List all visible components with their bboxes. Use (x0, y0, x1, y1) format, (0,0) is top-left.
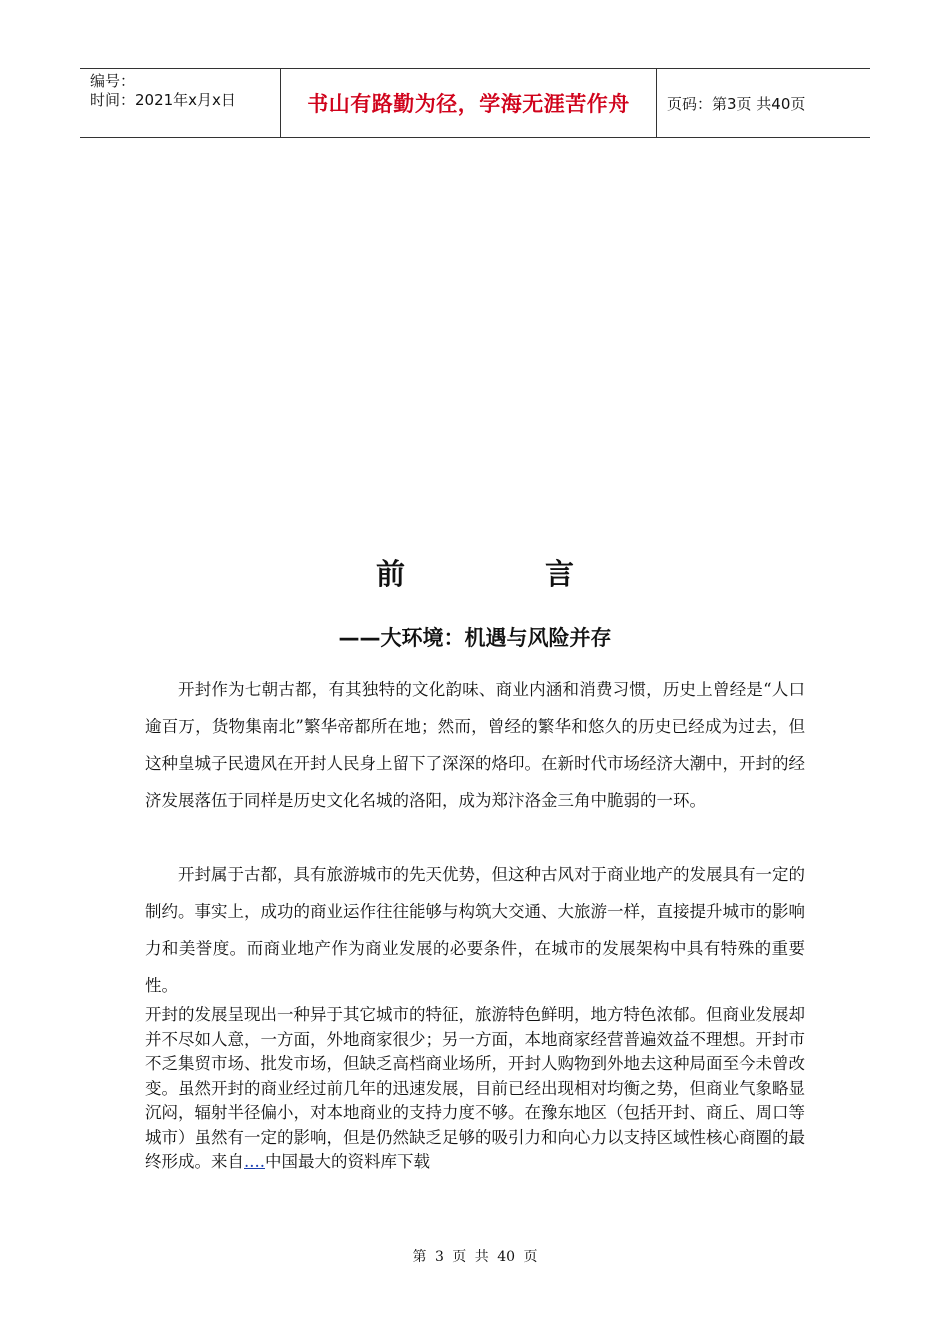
number-label: 编号： (90, 72, 136, 90)
paragraph-3-tail: 中国最大的资料库下载 (264, 1152, 430, 1171)
paragraph-2: 开封属于古都，具有旅游城市的先天优势，但这种古风对于商业地产的发展具有一定的制约。事实上，成功的商业运作往往能够与构筑大交通、大旅游一样，直接提升城市的影响力和美誉度。而商业地产作为商业发展的必要条件，在城市的发展架构中具有特殊的重要性。 (145, 865, 805, 995)
paragraph-1: 开封作为七朝古都，有其独特的文化韵味、商业内涵和消费习惯，历史上曾经是“人口逾百万，货物集南北”繁华帝都所在地；然而，曾经的繁华和悠久的历史已经成为过去，但这种皇城子民遗风在开封人民身上留下了深深的烙印。在新时代市场经济大潮中，开封的经济发展落伍于同样是历史文化名城的洛阳，成为郑汴洛金三角中脆弱的一环。 (145, 680, 805, 810)
source-link[interactable]: .... (244, 1152, 265, 1171)
title-char-1: 前 (375, 557, 405, 591)
page-title (0, 552, 950, 593)
page-label: 页码：第3页 共40页 (667, 94, 806, 113)
title-char-2: 言 (545, 557, 575, 591)
header-motto-cell (281, 69, 657, 137)
header-meta-cell (80, 69, 281, 137)
page-footer: 第 3 页 共 40 页 (412, 1249, 538, 1265)
paragraph-3 (145, 1003, 805, 1175)
motto-text: 书山有路勤为径，学海无涯苦作舟 (307, 92, 630, 116)
header-table (80, 68, 870, 138)
header-page-cell (657, 69, 870, 137)
page-subtitle: ——大环境：机遇与风险并存 (338, 626, 612, 650)
time-label: 时间：2021年x月x日 (90, 91, 236, 109)
paragraph-3-text: 开封的发展呈现出一种异于其它城市的特征，旅游特色鲜明，地方特色浓郁。但商业发展却并不尽如人意，一方面，外地商家很少；另一方面，本地商家经营普遍效益不理想。开封市不乏集贸市场、批发市场，但缺乏高档商业场所，开封人购物到外地去这种局面至今未曾改变。虽然开封的商业经过前几年的迅速发展，目前已经出现相对均衡之势，但商业气象略显沉闷，辐射半径偏小，对本地商业的支持力度不够。在豫东地区（包括开封、商丘、周口等城市）虽然有一定的影响，但是仍然缺乏足够的吸引力和向心力以支持区域性核心商圈的最终形成。来自 (145, 1005, 805, 1171)
